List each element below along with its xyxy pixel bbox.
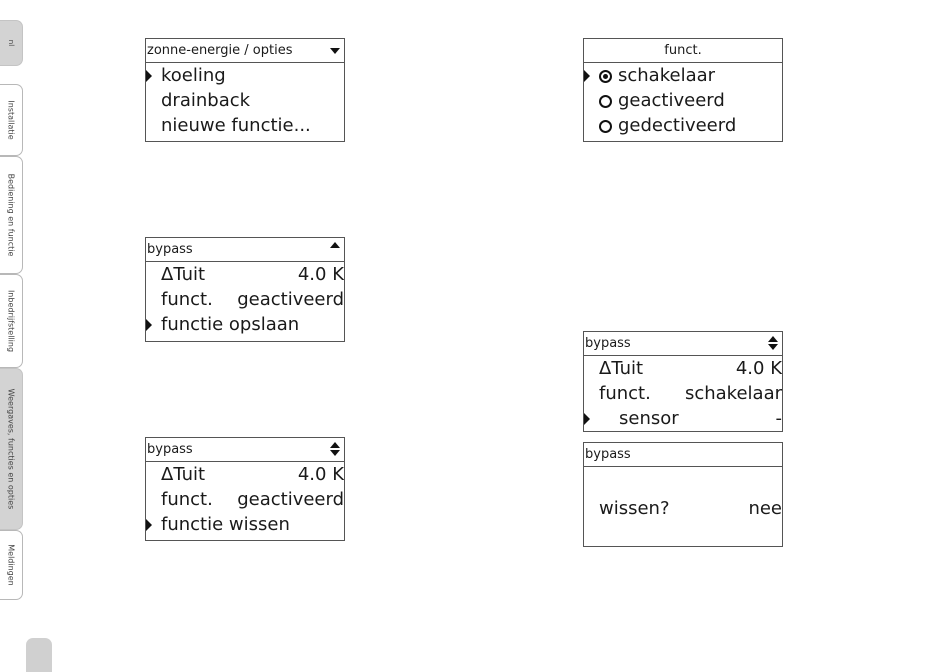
setting-label: ΔTuit	[161, 264, 206, 285]
setting-value: 4.0 K	[297, 464, 344, 485]
setting-row[interactable]	[584, 381, 782, 406]
scroll-up-down-icon	[329, 442, 341, 457]
confirm-answer[interactable]: nee	[748, 498, 782, 519]
menu-item[interactable]	[146, 63, 344, 88]
save-function-row[interactable]	[146, 312, 344, 337]
bypass-delete-title: bypass	[147, 442, 193, 457]
tab-weergaves[interactable]	[0, 368, 23, 530]
menu-item-label: drainback	[161, 90, 251, 111]
confirm-row[interactable]	[584, 496, 782, 521]
menu-item-label: koeling	[161, 65, 226, 86]
bypass-confirm-screen	[583, 442, 783, 547]
menu-item[interactable]	[146, 88, 344, 113]
funct-screen	[583, 38, 783, 142]
setting-label: sensor	[619, 408, 679, 429]
radio-label: gedectiveerd	[618, 115, 737, 136]
setting-row[interactable]	[146, 462, 344, 487]
funct-title: funct.	[664, 43, 702, 58]
setting-value: 4.0 K	[735, 358, 782, 379]
options-header	[146, 39, 344, 63]
setting-label: ΔTuit	[599, 358, 644, 379]
bypass-save-screen	[145, 237, 345, 342]
bypass-save-header	[146, 238, 344, 262]
radio-option[interactable]	[584, 113, 782, 138]
setting-value: schakelaar	[684, 383, 782, 404]
tab-weergaves-label: Weergaves, functies en opties	[6, 388, 16, 510]
tab-inbedrijfstelling[interactable]	[0, 274, 23, 368]
setting-label: ΔTuit	[161, 464, 206, 485]
setting-label: functie wissen	[161, 514, 290, 535]
bypass-sensor-title: bypass	[585, 336, 631, 351]
radio-option[interactable]	[584, 88, 782, 113]
setting-label: funct.	[161, 289, 213, 310]
setting-row[interactable]	[146, 262, 344, 287]
scroll-up-down-icon	[767, 336, 779, 351]
setting-label: funct.	[599, 383, 651, 404]
menu-item[interactable]	[146, 113, 344, 138]
bypass-save-title: bypass	[147, 242, 193, 257]
cursor-icon	[584, 413, 590, 425]
radio-selected-icon[interactable]	[599, 70, 612, 83]
bypass-delete-screen	[145, 437, 345, 541]
side-tab-bar	[0, 0, 24, 670]
tab-language[interactable]	[0, 20, 23, 66]
bypass-sensor-header	[584, 332, 782, 356]
cursor-icon	[146, 519, 152, 531]
confirm-question: wissen?	[599, 498, 670, 519]
options-title: zonne-energie / opties	[147, 43, 293, 58]
funct-header	[584, 39, 782, 63]
radio-empty-icon[interactable]	[599, 95, 612, 108]
bypass-confirm-title: bypass	[585, 447, 631, 462]
bypass-delete-header	[146, 438, 344, 462]
setting-row[interactable]	[584, 356, 782, 381]
cursor-icon	[146, 70, 152, 82]
radio-option[interactable]	[584, 63, 782, 88]
setting-value: 4.0 K	[297, 264, 344, 285]
tab-installatie-label: Installatie	[6, 100, 16, 140]
page-number-tab	[26, 638, 52, 672]
tab-language-label: nl	[7, 39, 15, 47]
setting-value: geactiveerd	[237, 489, 344, 510]
tab-installatie[interactable]	[0, 84, 23, 156]
setting-label: funct.	[161, 489, 213, 510]
tab-meldingen-label: Meldingen	[6, 544, 16, 586]
scroll-up-icon	[329, 242, 341, 257]
bypass-sensor-screen	[583, 331, 783, 432]
menu-item-label: nieuwe functie...	[161, 115, 311, 136]
setting-value: geactiveerd	[237, 289, 344, 310]
options-screen	[145, 38, 345, 142]
scroll-down-icon	[329, 43, 341, 58]
setting-row[interactable]	[584, 406, 782, 431]
setting-value: -	[775, 408, 782, 429]
radio-label: schakelaar	[618, 65, 716, 86]
tab-bediening[interactable]	[0, 156, 23, 274]
cursor-icon	[584, 70, 590, 82]
tab-bediening-label: Bediening en functie	[6, 173, 16, 257]
setting-label: functie opslaan	[161, 314, 300, 335]
setting-row[interactable]	[146, 487, 344, 512]
radio-label: geactiveerd	[618, 90, 725, 111]
tab-inbedrijfstelling-label: Inbedrijfstelling	[6, 289, 16, 353]
radio-empty-icon[interactable]	[599, 120, 612, 133]
delete-function-row[interactable]	[146, 512, 344, 537]
tab-meldingen[interactable]	[0, 530, 23, 600]
bypass-confirm-header	[584, 443, 782, 467]
cursor-icon	[146, 319, 152, 331]
setting-row[interactable]	[146, 287, 344, 312]
